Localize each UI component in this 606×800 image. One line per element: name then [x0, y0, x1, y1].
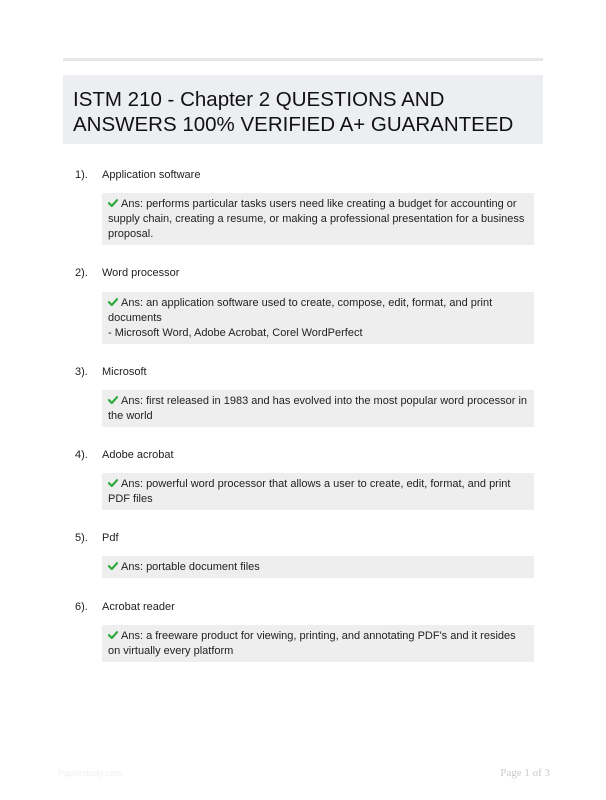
checkmark-icon	[108, 198, 118, 208]
answer-box	[102, 556, 534, 578]
checkmark-icon	[108, 395, 118, 405]
question-number: 2).	[75, 267, 88, 279]
answer-box	[102, 625, 534, 662]
question-text: Application software	[102, 169, 201, 181]
document-title: ISTM 210 - Chapter 2 QUESTIONS AND ANSWERS 100% VERIFIED A+ GUARANTEED	[73, 88, 514, 136]
question-number: 6).	[75, 601, 88, 613]
question-text: Acrobat reader	[102, 601, 175, 613]
checkmark-icon	[108, 478, 118, 488]
answer-line	[108, 560, 528, 575]
answer-line	[108, 197, 528, 242]
answer-box	[102, 390, 534, 427]
question-number: 4).	[75, 449, 88, 461]
answer-text: Ans: performs particular tasks users need like creating a budget for accounting or supply chain, creating a resume, or making a professional presentation for a business proposal.	[108, 198, 525, 240]
answer-box	[102, 473, 534, 510]
title-banner	[63, 75, 543, 144]
answer-line	[108, 296, 528, 326]
question-number: 3).	[75, 366, 88, 378]
footer-watermark: Paperstudy.com	[58, 768, 123, 778]
answer-line	[108, 477, 528, 507]
answer-text: Ans: a freeware product for viewing, printing, and annotating PDF's and it resides on virtually every platform	[108, 630, 516, 657]
answer-text: Ans: first released in 1983 and has evolved into the most popular word processor in the world	[108, 395, 528, 422]
answer-text: Ans: an application software used to create, compose, edit, format, and print documents	[108, 297, 493, 324]
answer-box	[102, 193, 534, 245]
answer-line: - Microsoft Word, Adobe Acrobat, Corel WordPerfect	[108, 327, 363, 339]
answer-line	[108, 629, 528, 659]
page-indicator: Page 1 of 3	[500, 767, 550, 779]
answer-text: Ans: portable document files	[121, 561, 260, 573]
question-number: 5).	[75, 532, 88, 544]
question-text: Microsoft	[102, 366, 147, 378]
question-number: 1).	[75, 169, 88, 181]
answer-text: Ans: powerful word processor that allows a user to create, edit, format, and print PDF files	[108, 478, 511, 505]
question-text: Word processor	[102, 267, 180, 279]
question-text: Adobe acrobat	[102, 449, 174, 461]
checkmark-icon	[108, 561, 118, 571]
answer-line	[108, 394, 528, 424]
checkmark-icon	[108, 297, 118, 307]
checkmark-icon	[108, 630, 118, 640]
answer-box	[102, 292, 534, 344]
top-divider	[63, 58, 543, 61]
question-text: Pdf	[102, 532, 119, 544]
